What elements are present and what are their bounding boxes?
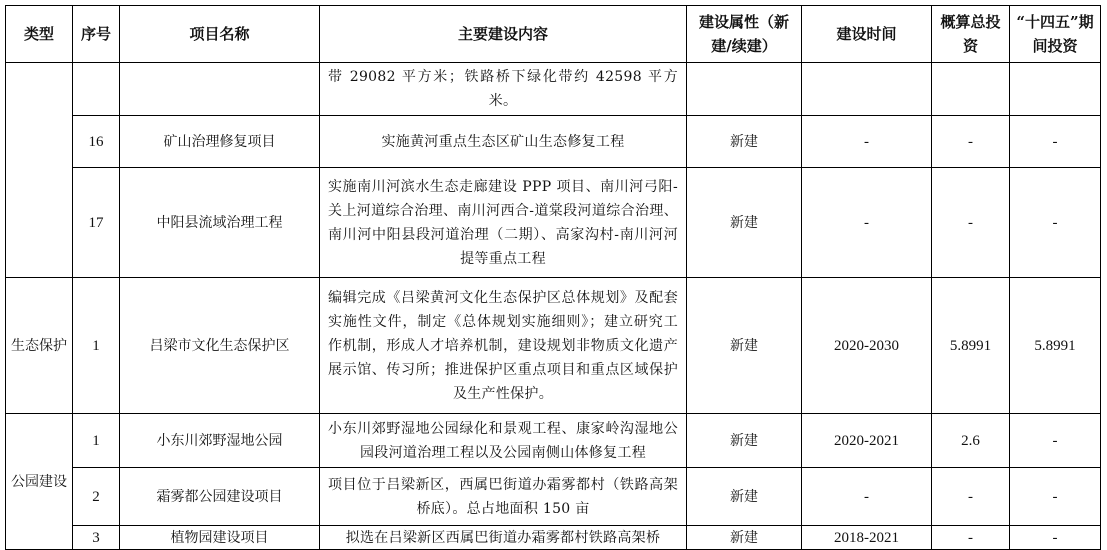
- row-name: 小东川郊野湿地公园: [120, 414, 320, 468]
- row-name: 植物园建设项目: [120, 526, 320, 550]
- row-plan: 5.8991: [1010, 278, 1101, 414]
- row-content: 项目位于吕梁新区，西属巴街道办霜雾都村（铁路高架桥底）。总占地面积 150 亩: [320, 468, 687, 526]
- row-plan: -: [1010, 168, 1101, 278]
- row-plan: -: [1010, 116, 1101, 168]
- project-table: [5, 5, 1101, 550]
- row-attr: 新建: [687, 278, 802, 414]
- row-attr: 新建: [687, 414, 802, 468]
- header-attr: 建设属性（新建/续建）: [687, 6, 802, 63]
- row-time: -: [802, 116, 932, 168]
- header-row: [6, 6, 1101, 63]
- table-row: [6, 63, 1101, 116]
- header-no: 序号: [73, 6, 120, 63]
- row-total: -: [932, 526, 1010, 550]
- table-row: [6, 168, 1101, 278]
- row-name: 中阳县流域治理工程: [120, 168, 320, 278]
- row-total: 2.6: [932, 414, 1010, 468]
- row-content: 小东川郊野湿地公园绿化和景观工程、康家岭沟湿地公园段河道治理工程以及公园南侧山体修复工程: [320, 414, 687, 468]
- type-cell: 公园建设: [6, 414, 73, 550]
- header-name: 项目名称: [120, 6, 320, 63]
- row-no: 1: [73, 278, 120, 414]
- row-no: 1: [73, 414, 120, 468]
- row-total: -: [932, 116, 1010, 168]
- table-row: [6, 468, 1101, 526]
- row-total: 5.8991: [932, 278, 1010, 414]
- header-total: 概算总投资: [932, 6, 1010, 63]
- row-content: 拟选在吕梁新区西属巴街道办霜雾都村铁路高架桥: [320, 526, 687, 550]
- table-row: [6, 414, 1101, 468]
- row-name: 吕梁市文化生态保护区: [120, 278, 320, 414]
- row-attr: [687, 63, 802, 116]
- row-total: -: [932, 468, 1010, 526]
- row-time: 2020-2030: [802, 278, 932, 414]
- row-time: [802, 63, 932, 116]
- row-no: 3: [73, 526, 120, 550]
- row-time: -: [802, 468, 932, 526]
- header-plan: “十四五”期间投资: [1010, 6, 1101, 63]
- type-cell-empty: [6, 63, 73, 278]
- table-row: [6, 116, 1101, 168]
- row-plan: [1010, 63, 1101, 116]
- row-attr: 新建: [687, 526, 802, 550]
- row-no: [73, 63, 120, 116]
- table-row: [6, 278, 1101, 414]
- row-time: -: [802, 168, 932, 278]
- row-content: 编辑完成《吕梁黄河文化生态保护区总体规划》及配套实施性文件，制定《总体规划实施细则》；建立研究工作机制，形成人才培养机制，建设规划非物质文化遗产展示馆、传习所；推进保护区重点项目和重点区域保护及生产性保护。: [320, 278, 687, 414]
- row-content: 实施黄河重点生态区矿山生态修复工程: [320, 116, 687, 168]
- row-no: 2: [73, 468, 120, 526]
- row-attr: 新建: [687, 168, 802, 278]
- header-content: 主要建设内容: [320, 6, 687, 63]
- table-row: [6, 526, 1101, 550]
- row-no: 17: [73, 168, 120, 278]
- row-attr: 新建: [687, 468, 802, 526]
- type-cell: 生态保护: [6, 278, 73, 414]
- row-total: [932, 63, 1010, 116]
- row-plan: -: [1010, 526, 1101, 550]
- row-name: [120, 63, 320, 116]
- row-attr: 新建: [687, 116, 802, 168]
- row-plan: -: [1010, 468, 1101, 526]
- row-total: -: [932, 168, 1010, 278]
- row-name: 矿山治理修复项目: [120, 116, 320, 168]
- row-content: 带 29082 平方米；铁路桥下绿化带约 42598 平方米。: [320, 63, 687, 116]
- row-content: 实施南川河滨水生态走廊建设 PPP 项目、南川河弓阳-关上河道综合治理、南川河西合-道棠段河道综合治理、南川河中阳县段河道治理（二期）、高家沟村-南川河河提等重点工程: [320, 168, 687, 278]
- header-time: 建设时间: [802, 6, 932, 63]
- header-type: 类型: [6, 6, 73, 63]
- row-time: 2018-2021: [802, 526, 932, 550]
- row-no: 16: [73, 116, 120, 168]
- row-name: 霜雾都公园建设项目: [120, 468, 320, 526]
- row-time: 2020-2021: [802, 414, 932, 468]
- row-plan: -: [1010, 414, 1101, 468]
